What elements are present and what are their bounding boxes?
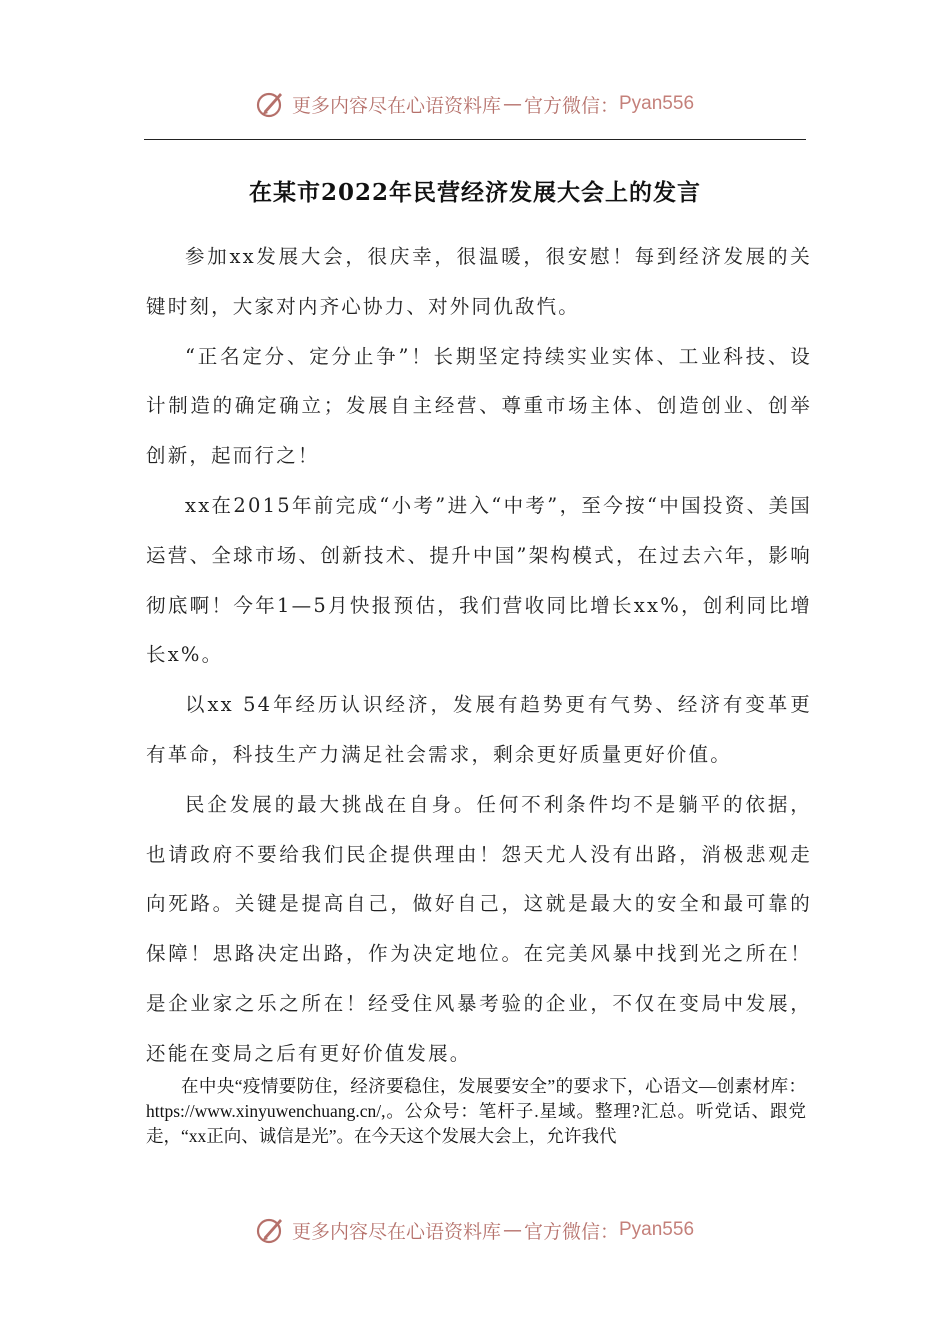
body-paragraph: xx在2015年前完成“小考”进入“中考”，至今按“中国投资、美国运营、全球市场、创新技术、提升中国”架构模式，在过去六年，影响彻底啊！今年1—5月快报预估，我们营收同比增长xx%，创利同比增长x%。: [146, 493, 812, 667]
footer-watermark-banner: [0, 1208, 950, 1252]
banner-handle: Pyan556: [619, 1219, 695, 1240]
tail-paragraph: 在中央“疫情要防住，经济要稳住，发展要安全”的要求下，心语文—创素材库：https://www.xinyuwenchuang.cn/,。公众号：笔杆子.星域。整理?汇总。听党话、跟党走，“xx正向、诚信是光”。在今天这个发展大会上，允许我代: [146, 1076, 806, 1146]
header-watermark-banner: [0, 82, 950, 126]
banner-separator: —: [502, 93, 522, 115]
document-body: [146, 232, 812, 1079]
banner-label: 更多内容尽在心语资料库: [291, 1220, 501, 1243]
header-divider: [144, 139, 806, 140]
banner-handle: Pyan556: [619, 93, 695, 114]
quill-pen-circle-icon: [256, 1215, 286, 1245]
quill-pen-circle-icon: [256, 89, 286, 119]
body-paragraph: 参加xx发展大会，很庆幸，很温暖，很安慰！每到经济发展的关键时刻，大家对内齐心协力、对外同仇敌忾。: [146, 245, 812, 318]
banner-label: 更多内容尽在心语资料库: [291, 94, 501, 117]
body-paragraph: “正名定分、定分止争”！长期坚定持续实业实体、工业科技、设计制造的确定确立；发展自主经营、尊重市场主体、创造创业、创举创新，起而行之！: [146, 344, 812, 468]
banner-account-label: 官方微信：: [523, 94, 619, 117]
banner-account-label: 官方微信：: [523, 1220, 619, 1243]
banner-separator: —: [502, 1219, 522, 1241]
document-title: 在某市2022年民营经济发展大会上的发言: [248, 179, 701, 206]
body-paragraph: 以xx 54年经历认识经济，发展有趋势更有气势、经济有变革更有革命，科技生产力满足社会需求，剩余更好质量更好价值。: [146, 693, 812, 766]
body-paragraph: 民企发展的最大挑战在自身。任何不利条件均不是躺平的依据，也请政府不要给我们民企提供理由！怨天尤人没有出路，消极悲观走向死路。关键是提高自己，做好自己，这就是最大的安全和最可靠的保障！思路决定出路，作为决定地位。在完美风暴中找到光之所在！是企业家之乐之所在！经受住风暴考验的企业，不仅在变局中发展，还能在变局之后有更好价值发展。: [146, 792, 812, 1065]
document-tail: [146, 1074, 806, 1149]
